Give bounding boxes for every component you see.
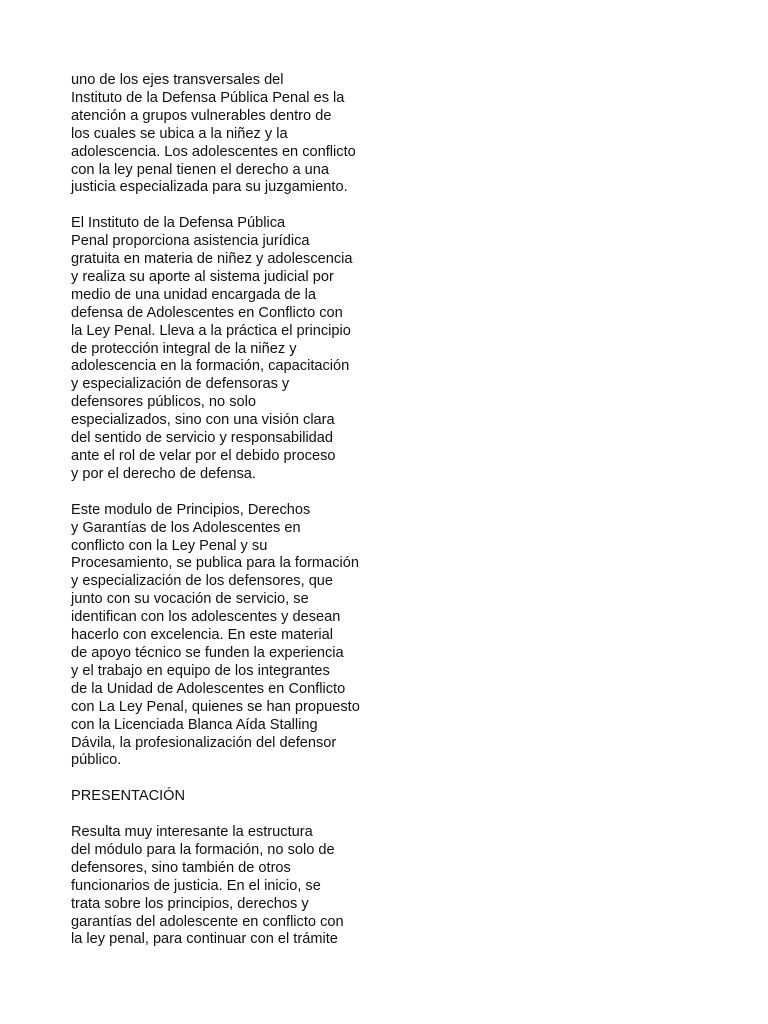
text-line: medio de una unidad encargada de la [71, 286, 317, 303]
text-line: con la ley penal tienen el derecho a una [71, 161, 330, 178]
text-line: atención a grupos vulnerables dentro de [71, 107, 332, 124]
text-line: El Instituto de la Defensa Pública [71, 215, 286, 232]
paragraph-modulo [71, 502, 401, 771]
text-line: ante el rol de velar por el debido proceso [71, 448, 336, 465]
text-line: adolescencia en la formación, capacitación [71, 358, 350, 375]
paragraph-presentacion [71, 824, 401, 949]
text-line: Resulta muy interesante la estructura [71, 824, 313, 840]
text-line: gratuita en materia de niñez y adolescencia [71, 251, 353, 268]
text-line: Este modulo de Principios, Derechos [71, 501, 311, 518]
text-line: hacerlo con excelencia. En este material [71, 627, 334, 644]
text-line: defensores, sino también de otros [71, 859, 291, 876]
text-line: de protección integral de la niñez y [71, 340, 297, 357]
text-line: conflicto con la Ley Penal y su [71, 537, 268, 554]
paragraph-instituto [71, 215, 401, 484]
text-line: junto con su vocación de servicio, se [71, 591, 309, 608]
text-line: Penal proporciona asistencia jurídica [71, 233, 310, 250]
text-line: los cuales se ubica a la niñez y la [71, 125, 288, 142]
text-line: y por el derecho de defensa. [71, 465, 256, 482]
text-line: de apoyo técnico se funden la experiencia [71, 644, 344, 661]
text-line: y realiza su aporte al sistema judicial por [71, 268, 334, 285]
document-page [71, 72, 401, 967]
text-line: Instituto de la Defensa Pública Penal es la [71, 89, 345, 106]
text-line: del módulo para la formación, no solo de [71, 841, 335, 858]
text-line: garantías del adolescente en conflicto con [71, 913, 344, 930]
text-line: justicia especializada para su juzgamiento. [71, 179, 348, 196]
text-line: identifican con los adolescentes y desean [71, 609, 341, 626]
text-line: la Ley Penal. Lleva a la práctica el principio [71, 322, 351, 339]
text-line: especializados, sino con una visión clara [71, 412, 335, 429]
text-line: defensa de Adolescentes en Conflicto con [71, 304, 343, 321]
section-heading: PRESENTACIÓN [71, 788, 186, 805]
text-line: Dávila, la profesionalización del defensor [71, 734, 337, 751]
text-line: de la Unidad de Adolescentes en Conflicto [71, 680, 346, 697]
text-line: funcionarios de justicia. En el inicio, se [71, 877, 321, 894]
text-line: y especialización de defensoras y [71, 376, 290, 393]
text-line: y el trabajo en equipo de los integrantes [71, 662, 330, 679]
paragraph-intro [71, 72, 401, 197]
text-line: y Garantías de los Adolescentes en [71, 519, 301, 536]
text-line: la ley penal, para continuar con el trámite [71, 931, 338, 948]
text-line: con la Licenciada Blanca Aída Stalling [71, 716, 318, 733]
text-line: y especialización de los defensores, que [71, 573, 334, 590]
text-line: defensores públicos, no solo [71, 394, 256, 411]
text-line: adolescencia. Los adolescentes en conflicto [71, 143, 356, 160]
text-line: del sentido de servicio y responsabilidad [71, 430, 334, 447]
text-line: público. [71, 752, 122, 769]
text-line: Procesamiento, se publica para la formación [71, 555, 359, 572]
text-line: con La Ley Penal, quienes se han propuesto [71, 698, 360, 715]
text-line: trata sobre los principios, derechos y [71, 895, 309, 912]
text-line: uno de los ejes transversales del [71, 72, 284, 88]
